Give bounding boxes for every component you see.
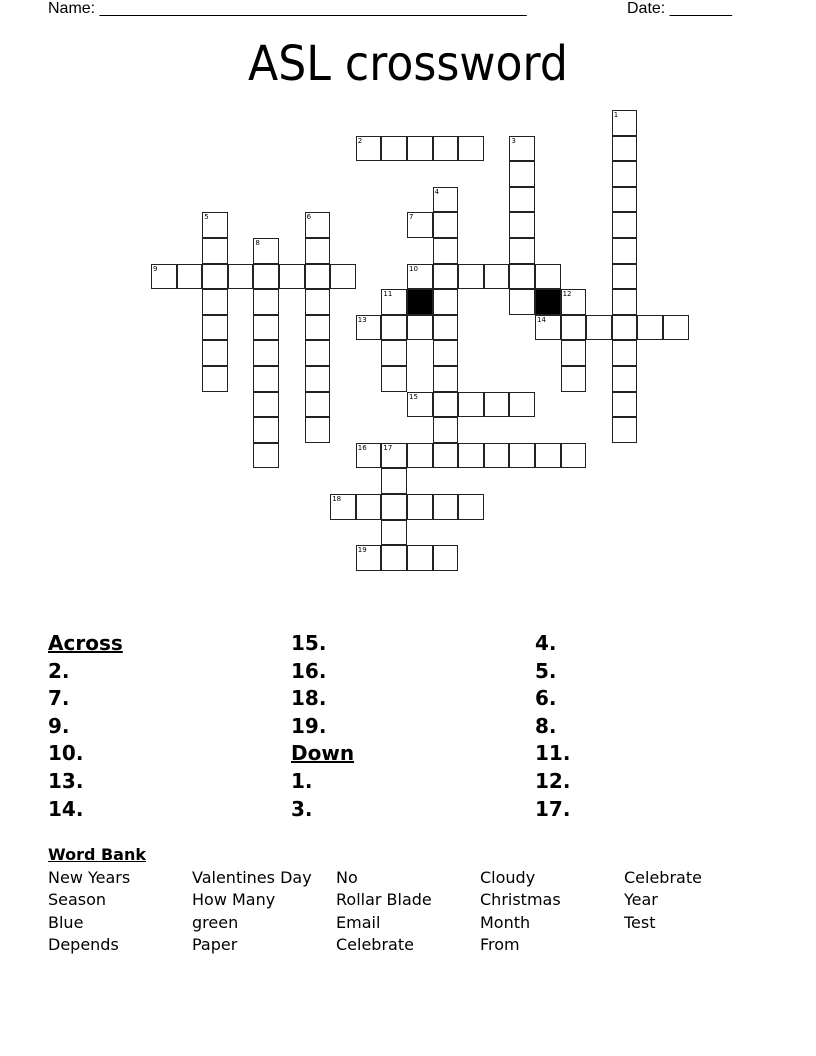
grid-cell[interactable] xyxy=(433,315,459,341)
grid-cell[interactable] xyxy=(509,187,535,213)
grid-cell[interactable] xyxy=(612,315,638,341)
grid-cell[interactable] xyxy=(202,366,228,392)
word-bank-item: Valentines Day xyxy=(192,868,312,887)
grid-cell[interactable] xyxy=(407,136,433,162)
word-bank-item: Blue xyxy=(48,913,84,932)
grid-cell[interactable] xyxy=(253,417,279,443)
clue-item: 7. xyxy=(48,686,70,710)
grid-cell[interactable] xyxy=(509,238,535,264)
word-bank-item: Rollar Blade xyxy=(336,890,432,909)
clue-number: 11 xyxy=(383,290,393,299)
grid-cell[interactable] xyxy=(612,392,638,418)
grid-cell[interactable] xyxy=(561,315,587,341)
grid-cell[interactable] xyxy=(202,212,228,238)
word-bank-item: How Many xyxy=(192,890,276,909)
clue-number: 7 xyxy=(409,213,414,222)
grid-cell[interactable] xyxy=(202,264,228,290)
clue-item: 5. xyxy=(535,659,557,683)
grid-cell[interactable] xyxy=(612,264,638,290)
grid-cell[interactable] xyxy=(253,340,279,366)
grid-cell[interactable] xyxy=(509,443,535,469)
word-bank-item: Test xyxy=(624,913,656,932)
grid-cell[interactable] xyxy=(535,264,561,290)
grid-cell[interactable] xyxy=(381,366,407,392)
grid-cell[interactable] xyxy=(433,443,459,469)
grid-cell[interactable] xyxy=(637,315,663,341)
clue-section-heading: Across xyxy=(48,631,123,655)
clue-item: 15. xyxy=(291,631,327,655)
clue-number: 9 xyxy=(153,264,158,273)
grid-cell[interactable] xyxy=(279,264,305,290)
grid-cell[interactable] xyxy=(228,264,254,290)
grid-cell[interactable] xyxy=(663,315,689,341)
grid-cell[interactable] xyxy=(381,545,407,571)
clue-item: 13. xyxy=(48,769,84,793)
grid-cell[interactable] xyxy=(253,264,279,290)
clue-number: 12 xyxy=(562,290,572,299)
grid-cell[interactable] xyxy=(177,264,203,290)
grid-cell[interactable] xyxy=(458,392,484,418)
clue-item: 8. xyxy=(535,714,557,738)
word-bank-item: Cloudy xyxy=(480,868,536,887)
grid-cell[interactable] xyxy=(356,443,382,469)
black-cell xyxy=(407,289,433,315)
grid-cell[interactable] xyxy=(407,264,433,290)
grid-cell[interactable] xyxy=(151,264,177,290)
grid-cell[interactable] xyxy=(356,545,382,571)
grid-cell[interactable] xyxy=(561,366,587,392)
grid-cell[interactable] xyxy=(509,212,535,238)
word-bank-item: From xyxy=(480,935,520,954)
grid-cell[interactable] xyxy=(458,264,484,290)
grid-cell[interactable] xyxy=(381,136,407,162)
grid-cell[interactable] xyxy=(433,136,459,162)
word-bank-item: Depends xyxy=(48,935,119,954)
grid-cell[interactable] xyxy=(253,392,279,418)
grid-cell[interactable] xyxy=(305,315,331,341)
grid-cell[interactable] xyxy=(356,315,382,341)
grid-cell[interactable] xyxy=(305,340,331,366)
clue-number: 18 xyxy=(332,495,342,503)
word-bank-heading: Word Bank xyxy=(48,845,147,864)
grid-cell[interactable] xyxy=(433,392,459,418)
name-field[interactable]: Name: ________________________________________________ xyxy=(48,0,527,17)
clue-item: 16. xyxy=(291,659,327,683)
grid-cell[interactable] xyxy=(305,212,331,238)
word-bank-item: New Years xyxy=(48,868,131,887)
grid-cell[interactable] xyxy=(535,315,561,341)
word-bank-item: Season xyxy=(48,890,107,909)
word-bank-item: green xyxy=(192,913,239,932)
word-bank-item: Celebrate xyxy=(336,935,414,954)
clue-item: 17. xyxy=(535,797,571,821)
clue-item: 3. xyxy=(291,797,313,821)
grid-cell[interactable] xyxy=(612,187,638,213)
grid-cell[interactable] xyxy=(407,315,433,341)
clue-number: 2 xyxy=(357,136,363,145)
grid-cell[interactable] xyxy=(407,494,433,520)
grid-cell[interactable] xyxy=(433,212,459,238)
grid-cell[interactable] xyxy=(305,366,331,392)
grid-cell[interactable] xyxy=(253,443,279,469)
clue-number: 6 xyxy=(306,213,312,222)
grid-cell[interactable] xyxy=(433,366,459,392)
grid-cell[interactable] xyxy=(433,289,459,315)
grid-cell[interactable] xyxy=(202,340,228,366)
grid-cell[interactable] xyxy=(253,238,279,264)
clue-item: 9. xyxy=(48,714,70,738)
grid-cell[interactable] xyxy=(381,289,407,315)
clue-number: 4 xyxy=(434,187,440,196)
clue-item: 12. xyxy=(535,769,571,793)
grid-cell[interactable] xyxy=(202,315,228,341)
grid-cell[interactable] xyxy=(381,494,407,520)
grid-cell[interactable] xyxy=(612,238,638,264)
grid-cell[interactable] xyxy=(561,443,587,469)
grid-cell[interactable] xyxy=(381,468,407,494)
grid-cell[interactable] xyxy=(612,289,638,315)
grid-cell[interactable] xyxy=(612,161,638,187)
grid-cell[interactable] xyxy=(535,443,561,469)
grid-cell[interactable] xyxy=(561,289,587,315)
clue-item: 18. xyxy=(291,686,327,710)
grid-cell[interactable] xyxy=(305,417,331,443)
grid-cell[interactable] xyxy=(612,136,638,162)
clue-item: 2. xyxy=(48,659,70,683)
clue-number: 8 xyxy=(255,239,260,247)
grid-cell[interactable] xyxy=(381,520,407,546)
grid-cell[interactable] xyxy=(509,136,535,162)
grid-cell[interactable] xyxy=(433,238,459,264)
grid-cell[interactable] xyxy=(253,315,279,341)
grid-cell[interactable] xyxy=(433,340,459,366)
date-field[interactable]: Date: _______ xyxy=(627,0,732,17)
clue-item: 1. xyxy=(291,769,313,793)
grid-cell[interactable] xyxy=(458,494,484,520)
grid-cell[interactable] xyxy=(381,340,407,366)
grid-cell[interactable] xyxy=(484,392,510,418)
clue-number: 15 xyxy=(409,392,418,401)
word-bank-item: No xyxy=(336,868,358,887)
clue-item: 4. xyxy=(535,631,557,655)
grid-cell[interactable] xyxy=(612,212,638,238)
grid-cell[interactable] xyxy=(202,289,228,315)
grid-cell[interactable] xyxy=(305,392,331,418)
page-title: ASL crossword xyxy=(248,36,568,92)
grid-cell[interactable] xyxy=(458,443,484,469)
clue-item: 19. xyxy=(291,714,327,738)
grid-cell[interactable] xyxy=(407,392,433,418)
clue-item: 6. xyxy=(535,686,557,710)
grid-cell[interactable] xyxy=(484,264,510,290)
clue-number: 1 xyxy=(613,111,619,119)
word-bank-item: Year xyxy=(624,890,658,909)
grid-cell[interactable] xyxy=(509,264,535,290)
grid-cell[interactable] xyxy=(356,494,382,520)
clue-number: 13 xyxy=(357,315,367,324)
word-bank-item: Month xyxy=(480,913,531,932)
grid-cell[interactable] xyxy=(381,443,407,469)
grid-cell[interactable] xyxy=(612,340,638,366)
word-bank-item: Christmas xyxy=(480,890,561,909)
grid-cell[interactable] xyxy=(407,212,433,238)
grid-cell[interactable] xyxy=(407,443,433,469)
clue-number: 3 xyxy=(511,136,516,145)
clue-number: 14 xyxy=(537,315,546,324)
clue-number: 16 xyxy=(357,443,367,452)
grid-cell[interactable] xyxy=(433,417,459,443)
clue-item: 14. xyxy=(48,797,84,821)
grid-cell[interactable] xyxy=(433,264,459,290)
black-cell xyxy=(535,289,561,315)
grid-cell[interactable] xyxy=(509,161,535,187)
grid-cell[interactable] xyxy=(202,238,228,264)
grid-cell[interactable] xyxy=(612,417,638,443)
grid-cell[interactable] xyxy=(484,443,510,469)
grid-cell[interactable] xyxy=(407,545,433,571)
grid-cell[interactable] xyxy=(509,289,535,315)
word-bank-item: Celebrate xyxy=(624,868,702,887)
clue-number: 5 xyxy=(204,213,209,222)
clue-item: 11. xyxy=(535,741,571,765)
clue-section-heading: Down xyxy=(291,741,355,765)
clue-number: 19 xyxy=(357,546,367,555)
grid-cell[interactable] xyxy=(612,110,638,136)
grid-cell[interactable] xyxy=(433,545,459,571)
grid-cell[interactable] xyxy=(433,187,459,213)
grid-cell[interactable] xyxy=(433,494,459,520)
grid-cell[interactable] xyxy=(253,289,279,315)
grid-cell[interactable] xyxy=(381,315,407,341)
clue-item: 10. xyxy=(48,741,84,765)
grid-cell[interactable] xyxy=(330,264,356,290)
grid-cell[interactable] xyxy=(305,289,331,315)
grid-cell[interactable] xyxy=(561,340,587,366)
grid-cell[interactable] xyxy=(305,238,331,264)
clue-number: 10 xyxy=(409,264,418,273)
grid-cell[interactable] xyxy=(586,315,612,341)
grid-cell[interactable] xyxy=(509,392,535,418)
grid-cell[interactable] xyxy=(458,136,484,162)
word-bank-item: Email xyxy=(336,913,381,932)
grid-cell[interactable] xyxy=(305,264,331,290)
grid-cell[interactable] xyxy=(330,494,356,520)
grid-cell[interactable] xyxy=(253,366,279,392)
word-bank-item: Paper xyxy=(192,935,238,954)
grid-cell[interactable] xyxy=(612,366,638,392)
clue-number: 17 xyxy=(383,443,393,452)
grid-cell[interactable] xyxy=(356,136,382,162)
